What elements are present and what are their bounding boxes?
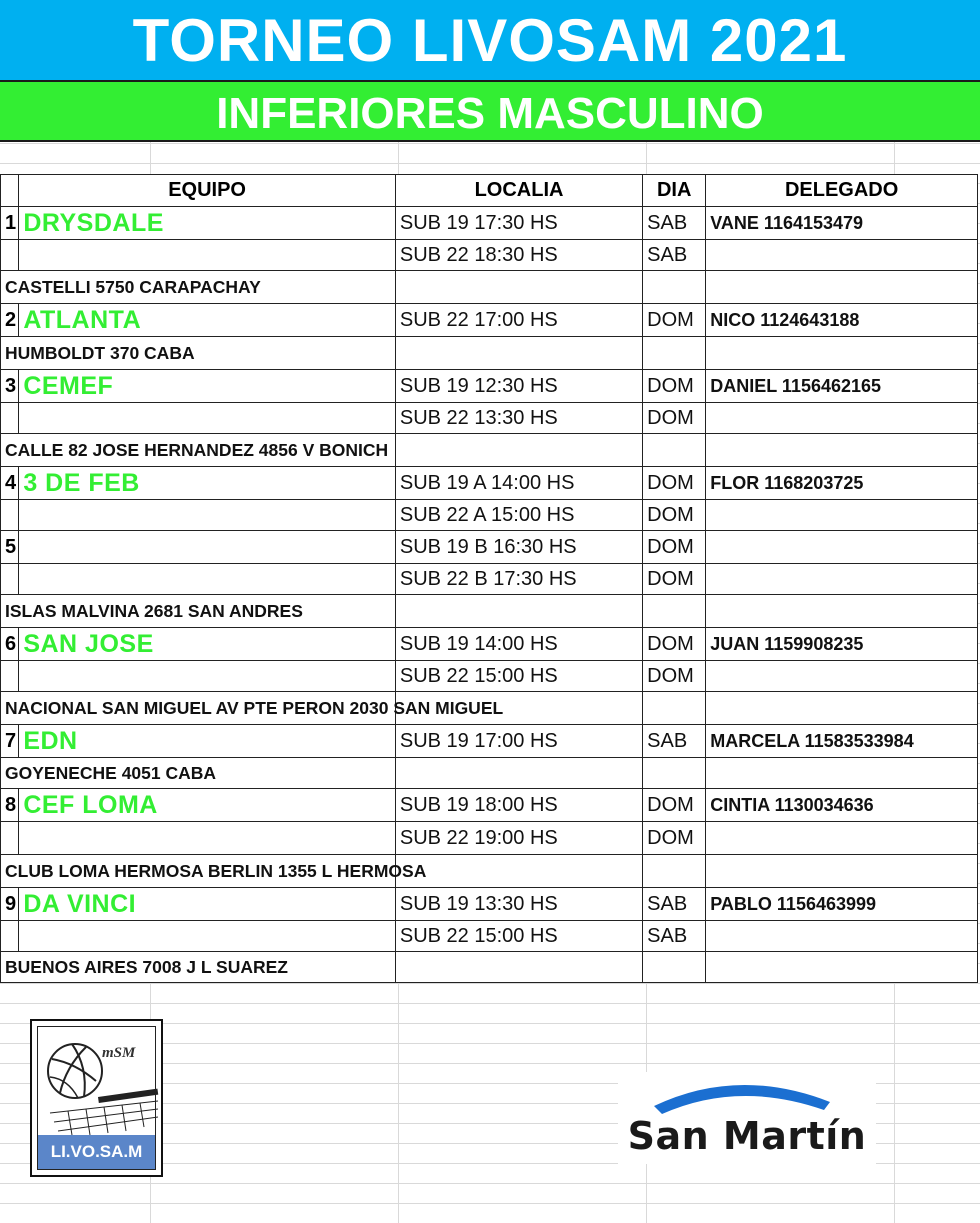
fixture-row (1, 628, 978, 661)
address-row (1, 434, 978, 467)
delegate-contact (706, 403, 978, 434)
delegate-contact (706, 661, 978, 692)
localia-time: SUB 22 A 15:00 HS (395, 500, 642, 531)
localia-time: SUB 19 13:30 HS (395, 888, 642, 921)
fixture-row (1, 500, 978, 531)
delegate-contact: JUAN 1159908235 (706, 628, 978, 661)
team-number (1, 564, 19, 595)
team-number (1, 822, 19, 855)
empty-cell (643, 595, 706, 628)
fixture-row (1, 370, 978, 403)
fixture-row (1, 564, 978, 595)
team-name (19, 921, 396, 952)
localia-time: SUB 22 15:00 HS (395, 921, 642, 952)
localia-time: SUB 19 A 14:00 HS (395, 467, 642, 500)
team-number (1, 403, 19, 434)
localia-time: SUB 19 17:00 HS (395, 725, 642, 758)
address-row (1, 337, 978, 370)
localia-time: SUB 22 13:30 HS (395, 403, 642, 434)
empty-cell (706, 692, 978, 725)
team-number: 7 (1, 725, 19, 758)
san-martin-logo (618, 1072, 876, 1164)
team-number (1, 661, 19, 692)
delegate-contact: DANIEL 1156462165 (706, 370, 978, 403)
empty-cell (395, 434, 642, 467)
fixture-row (1, 822, 978, 855)
fixture-row (1, 725, 978, 758)
address-row (1, 952, 978, 983)
match-day: SAB (643, 921, 706, 952)
team-name: EDN (19, 725, 396, 758)
venue-address: NACIONAL SAN MIGUEL AV PTE PERON 2030 SAN MIGUEL (1, 692, 396, 725)
empty-cell (395, 271, 642, 304)
match-day: DOM (643, 467, 706, 500)
team-number: 1 (1, 207, 19, 240)
header-number (1, 175, 19, 207)
match-day: SAB (643, 888, 706, 921)
empty-cell (643, 271, 706, 304)
empty-cell (706, 595, 978, 628)
team-name: CEMEF (19, 370, 396, 403)
delegate-contact (706, 500, 978, 531)
team-number (1, 240, 19, 271)
empty-cell (643, 855, 706, 888)
empty-cell (643, 952, 706, 983)
match-day: DOM (643, 564, 706, 595)
delegate-contact (706, 531, 978, 564)
localia-time: SUB 22 18:30 HS (395, 240, 642, 271)
match-day: DOM (643, 531, 706, 564)
livosam-logo-frame (37, 1026, 156, 1170)
fixture-row (1, 531, 978, 564)
match-day: DOM (643, 789, 706, 822)
localia-time: SUB 22 15:00 HS (395, 661, 642, 692)
match-day: SAB (643, 240, 706, 271)
team-name (19, 240, 396, 271)
team-name: DA VINCI (19, 888, 396, 921)
match-day: SAB (643, 725, 706, 758)
livosam-logo (30, 1019, 163, 1177)
delegate-contact (706, 921, 978, 952)
empty-cell (706, 271, 978, 304)
team-name: DRYSDALE (19, 207, 396, 240)
venue-address: CALLE 82 JOSE HERNANDEZ 4856 V BONICH (1, 434, 396, 467)
empty-cell (706, 337, 978, 370)
team-name (19, 822, 396, 855)
livosam-caption: LI.VO.SA.M (38, 1135, 155, 1169)
team-name: SAN JOSE (19, 628, 396, 661)
venue-address: BUENOS AIRES 7008 J L SUAREZ (1, 952, 396, 983)
localia-time: SUB 19 17:30 HS (395, 207, 642, 240)
empty-cell (395, 595, 642, 628)
match-day: DOM (643, 822, 706, 855)
address-row (1, 692, 978, 725)
match-day: DOM (643, 628, 706, 661)
header-dia: DIA (643, 175, 706, 207)
address-row (1, 758, 978, 789)
empty-cell (706, 855, 978, 888)
empty-cell (643, 692, 706, 725)
san-martin-wordmark: San Martín (627, 1114, 867, 1158)
fixture-table (0, 174, 978, 983)
empty-cell (395, 952, 642, 983)
header-equipo: EQUIPO (19, 175, 396, 207)
fixture-row (1, 240, 978, 271)
team-name: ATLANTA (19, 304, 396, 337)
delegate-contact: MARCELA 11583533984 (706, 725, 978, 758)
delegate-contact: VANE 1164153479 (706, 207, 978, 240)
empty-cell (643, 337, 706, 370)
team-name (19, 531, 396, 564)
empty-cell (706, 434, 978, 467)
delegate-contact: FLOR 1168203725 (706, 467, 978, 500)
match-day: DOM (643, 500, 706, 531)
delegate-contact: NICO 1124643188 (706, 304, 978, 337)
venue-address: HUMBOLDT 370 CABA (1, 337, 396, 370)
delegate-contact: CINTIA 1130034636 (706, 789, 978, 822)
fixture-body (1, 207, 978, 983)
team-number: 8 (1, 789, 19, 822)
volleyball-net-icon (38, 1027, 155, 1135)
team-name: 3 DE FEB (19, 467, 396, 500)
venue-address: CLUB LOMA HERMOSA BERLIN 1355 L HERMOSA (1, 855, 396, 888)
team-number (1, 921, 19, 952)
fixture-row (1, 467, 978, 500)
fixture-row (1, 888, 978, 921)
localia-time: SUB 22 19:00 HS (395, 822, 642, 855)
empty-cell (395, 758, 642, 789)
team-name (19, 564, 396, 595)
fixture-row (1, 789, 978, 822)
msm-mark: mSM (102, 1045, 136, 1061)
address-row (1, 271, 978, 304)
header-row (1, 175, 978, 207)
localia-time: SUB 22 17:00 HS (395, 304, 642, 337)
fixture-row (1, 304, 978, 337)
header-delegado: DELEGADO (706, 175, 978, 207)
address-row (1, 855, 978, 888)
match-day: DOM (643, 661, 706, 692)
localia-time: SUB 19 B 16:30 HS (395, 531, 642, 564)
team-number: 6 (1, 628, 19, 661)
delegate-contact: PABLO 1156463999 (706, 888, 978, 921)
match-day: DOM (643, 304, 706, 337)
address-row (1, 595, 978, 628)
team-number: 9 (1, 888, 19, 921)
delegate-contact (706, 822, 978, 855)
empty-cell (643, 434, 706, 467)
empty-cell (395, 855, 642, 888)
empty-cell (395, 337, 642, 370)
localia-time: SUB 22 B 17:30 HS (395, 564, 642, 595)
localia-time: SUB 19 12:30 HS (395, 370, 642, 403)
localia-time: SUB 19 14:00 HS (395, 628, 642, 661)
fixture-row (1, 661, 978, 692)
team-name (19, 403, 396, 434)
empty-cell (706, 952, 978, 983)
team-name (19, 661, 396, 692)
venue-address: CASTELLI 5750 CARAPACHAY (1, 271, 396, 304)
match-day: DOM (643, 403, 706, 434)
category-subtitle: INFERIORES MASCULINO (0, 80, 980, 142)
team-number: 4 (1, 467, 19, 500)
delegate-contact (706, 564, 978, 595)
team-number: 3 (1, 370, 19, 403)
team-name (19, 500, 396, 531)
empty-cell (643, 758, 706, 789)
tournament-title: TORNEO LIVOSAM 2021 (0, 0, 980, 80)
venue-address: ISLAS MALVINA 2681 SAN ANDRES (1, 595, 396, 628)
fixture-row (1, 207, 978, 240)
venue-address: GOYENECHE 4051 CABA (1, 758, 396, 789)
empty-cell (706, 758, 978, 789)
team-number: 2 (1, 304, 19, 337)
team-number: 5 (1, 531, 19, 564)
team-name: CEF LOMA (19, 789, 396, 822)
fixture-row (1, 921, 978, 952)
team-number (1, 500, 19, 531)
match-day: DOM (643, 370, 706, 403)
localia-time: SUB 19 18:00 HS (395, 789, 642, 822)
match-day: SAB (643, 207, 706, 240)
header-localia: LOCALIA (395, 175, 642, 207)
delegate-contact (706, 240, 978, 271)
fixture-row (1, 403, 978, 434)
